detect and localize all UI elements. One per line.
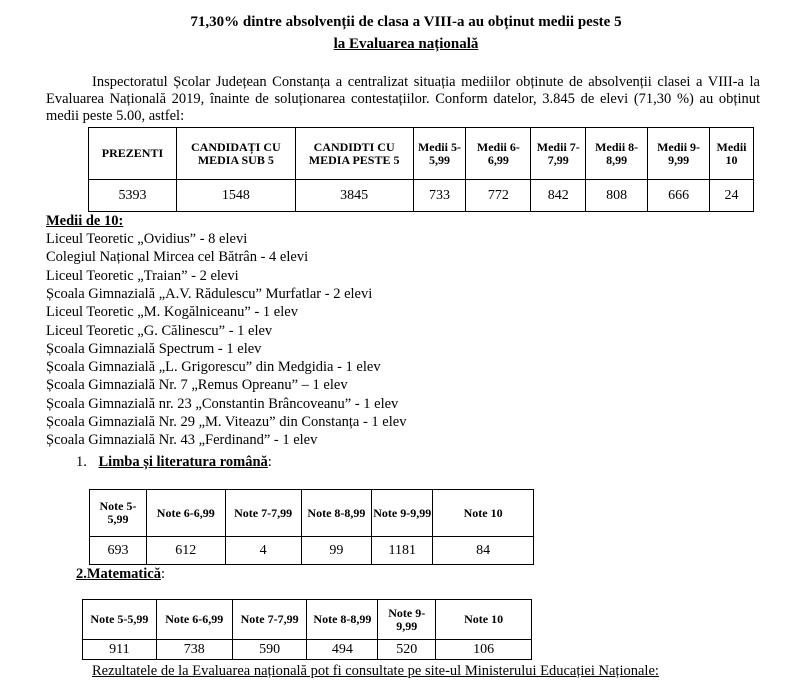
summary-header-cell-7: Medii 9-9,99	[648, 128, 710, 180]
medii10-item: Școala Gimnazială Nr. 7 „Remus Opreanu” – 1 elev	[46, 377, 348, 394]
matematica-table	[82, 599, 532, 660]
section1-number: 1.	[76, 454, 87, 470]
matematica-header-cell-2: Note 7-7,99	[232, 600, 307, 640]
summary-header-cell-8: Medii 10	[710, 128, 754, 180]
medii10-item: Școala Gimnazială Nr. 29 „M. Viteazu” din Constanța - 1 elev	[46, 414, 407, 430]
matematica-header-cell-4: Note 9-9,99	[378, 600, 436, 640]
medii10-item: Școala Gimnazială nr. 23 „Constantin Brâncoveanu” - 1 elev	[46, 395, 399, 412]
summary-value-cell-5: 842	[531, 180, 586, 212]
medii10-heading	[46, 212, 123, 230]
medii10-item: Liceul Teoretic „M. Kogălniceanu” - 1 elev	[46, 304, 298, 321]
matematica-value-cell-4: 520	[378, 640, 436, 660]
romana-value-cell-0: 693	[90, 537, 147, 565]
summary-value-cell-7: 666	[648, 180, 710, 212]
romana-header-cell-5: Note 10	[433, 490, 534, 537]
section1-heading	[76, 453, 272, 471]
romana-value-cell-5: 84	[433, 537, 534, 565]
matematica-value-cell-0: 911	[83, 640, 157, 660]
matematica-table-header-row	[83, 600, 532, 640]
summary-table	[88, 127, 754, 212]
medii10-item: Liceul Teoretic „Ovidius” - 8 elevi	[46, 231, 248, 247]
matematica-header-cell-0: Note 5-5,99	[83, 600, 157, 640]
summary-value-cell-4: 772	[466, 180, 531, 212]
section1-colon: :	[267, 454, 272, 470]
medii10-item: Liceul Teoretic „Traian” - 2 elevi	[46, 267, 239, 284]
medii10-item: Școala Gimnazială Nr. 43 „Ferdinand” - 1 elev	[46, 432, 318, 449]
medii10-item: Școala Gimnazială „L. Grigorescu” din Medgidia - 1 elev	[46, 359, 381, 376]
romana-table-header-row	[90, 490, 534, 537]
romana-header-cell-0: Note 5-5,99	[90, 490, 147, 537]
medii10-item: Școala Gimnazială Spectrum - 1 elev	[46, 340, 262, 357]
title-line-2	[0, 34, 812, 54]
section2-title: 2.Matematică	[76, 566, 161, 582]
matematica-header-cell-1: Note 6-6,99	[156, 600, 232, 640]
romana-header-cell-1: Note 6-6,99	[146, 490, 225, 537]
section2-heading	[76, 565, 165, 583]
summary-table-header-row	[89, 128, 754, 180]
summary-value-cell-6: 808	[586, 180, 648, 212]
romana-table	[89, 489, 534, 565]
intro-paragraph: Inspectoratul Școlar Județean Constanța a centralizat situația mediilor obținute de absolvenții clasei a VIII-a la Evaluarea Națională 2019, înainte de soluționarea contestațiilor. Conform datelor, 3.845 de elevi (71,30 %) au obținut medii peste 5.00, astfel:	[46, 74, 760, 124]
summary-header-cell-5: Medii 7-7,99	[531, 128, 586, 180]
summary-header-cell-1: CANDIDAȚI CU MEDIA SUB 5	[176, 128, 295, 180]
section2-colon: :	[160, 566, 165, 582]
medii10-item: Liceul Teoretic „G. Călinescu” - 1 elev	[46, 322, 273, 339]
medii10-heading-text: Medii de 10:	[46, 213, 124, 229]
romana-value-cell-3: 99	[301, 537, 372, 565]
summary-table-value-row	[89, 180, 754, 212]
romana-value-cell-4: 1181	[372, 537, 433, 565]
summary-header-cell-0: PREZENTI	[89, 128, 177, 180]
summary-value-cell-2: 3845	[295, 180, 413, 212]
romana-header-cell-4: Note 9-9,99	[372, 490, 433, 537]
summary-value-cell-8: 24	[710, 180, 754, 212]
romana-header-cell-2: Note 7-7,99	[225, 490, 301, 537]
title-line-2-text: la Evaluarea națională	[333, 36, 479, 52]
medii10-item: Colegiul Național Mircea cel Bătrân - 4 elevi	[46, 249, 309, 266]
summary-header-cell-6: Medii 8-8,99	[586, 128, 648, 180]
medii10-item: Școala Gimnazială „A.V. Rădulescu” Murfatlar - 2 elevi	[46, 285, 373, 302]
matematica-table-value-row	[83, 640, 532, 660]
summary-value-cell-1: 1548	[176, 180, 295, 212]
summary-value-cell-0: 5393	[89, 180, 177, 212]
summary-value-cell-3: 733	[413, 180, 466, 212]
matematica-value-cell-5: 106	[436, 640, 532, 660]
title-line-1: 71,30% dintre absolvenții de clasa a VIII-a au obținut medii peste 5	[190, 14, 622, 30]
matematica-value-cell-1: 738	[156, 640, 232, 660]
matematica-header-cell-3: Note 8-8,99	[307, 600, 378, 640]
matematica-value-cell-2: 590	[232, 640, 307, 660]
section1-title: Limba și literatura română	[98, 454, 268, 470]
footer-text-content: Rezultatele de la Evaluarea națională pot fi consultate pe site-ul Ministerului Educației Naționale:	[92, 663, 659, 679]
romana-value-cell-2: 4	[225, 537, 301, 565]
romana-table-value-row	[90, 537, 534, 565]
summary-header-cell-4: Medii 6-6,99	[466, 128, 531, 180]
matematica-value-cell-3: 494	[307, 640, 378, 660]
matematica-header-cell-5: Note 10	[436, 600, 532, 640]
footer-text	[46, 663, 760, 680]
summary-header-cell-3: Medii 5-5,99	[413, 128, 466, 180]
summary-header-cell-2: CANDIDTI CU MEDIA PESTE 5	[295, 128, 413, 180]
romana-value-cell-1: 612	[146, 537, 225, 565]
romana-header-cell-3: Note 8-8,99	[301, 490, 372, 537]
